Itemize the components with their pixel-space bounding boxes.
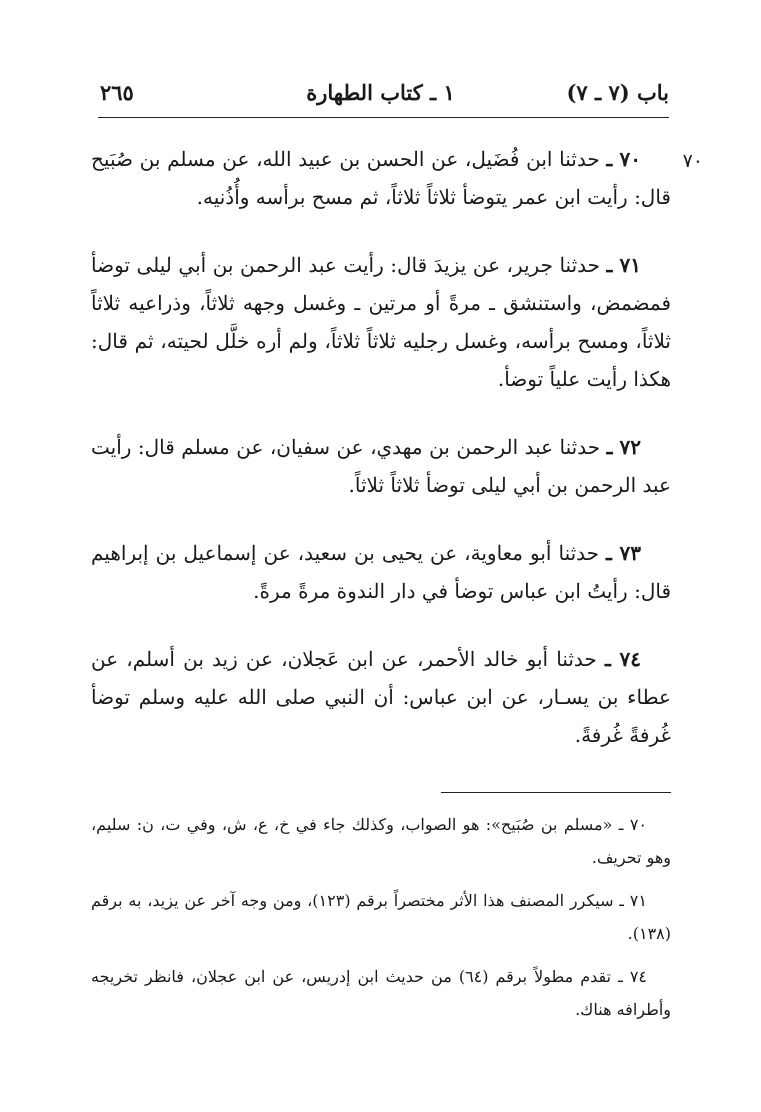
chapter-heading: باب (٧ ـ ٧) [566,80,669,105]
page-number: ٢٦٥ [100,80,134,105]
hadith-number: ٧٣ ـ [606,541,641,565]
hadith-paragraph [91,428,671,504]
footnote-text: «مسلم بن صُبَيح»: هو الصواب، وكذلك جاء في خ، ع، ش، وفي ت، ن: سليم، وهو تحريف. [91,815,671,867]
hadith-number: ٧٠ ـ [606,147,641,171]
footnotes [91,808,671,1036]
margin-number: ٧٠ [682,150,703,172]
hadith-number: ٧١ ـ [606,253,642,277]
footnote-text: سيكرر المصنف هذا الأثر مختصراً برقم (١٢٣)، ومن وجه آخر عن يزيد، به برقم (١٣٨). [91,891,671,943]
footnote [91,808,671,874]
hadith-paragraph [91,534,671,610]
footnote-number: ٧٤ ـ [618,967,648,986]
hadith-paragraph [91,140,671,216]
hadith-text: حدثنا أبو خالد الأحمر، عن ابن عَجلان، عن زيد بن أسلم، عن عطاء بن يسـار، عن ابن عباس: أن النبي صلى الله عليه وسلم توضأ غُرفةً غُرفةً. [91,647,671,747]
book-title: ١ ـ كتاب الطهارة [306,80,455,105]
main-text [91,140,671,784]
hadith-paragraph [91,246,671,398]
hadith-text: حدثنا أبو معاوية، عن يحيى بن سعيد، عن إسماعيل بن إبراهيم قال: رأيتُ ابن عباس توضأ في دار الندوة مرةً مرةً. [91,541,671,603]
header-rule [98,117,669,118]
hadith-paragraph [91,640,671,754]
footnote-number: ٧٠ ـ [618,815,647,834]
hadith-text: حدثنا ابن فُضَيل، عن الحسن بن عبيد الله، عن مسلم بن صُبَيح قال: رأيت ابن عمر يتوضأ ثلاثاً ثلاثاً، ثم مسح برأسه وأُذُنيه. [91,147,671,209]
hadith-number: ٧٢ ـ [606,435,642,459]
footnote [91,884,671,950]
footnote-number: ٧١ ـ [619,891,647,910]
footnote-separator [441,792,671,793]
footnote-text: تقدم مطولاً برقم (٦٤) من حديث ابن إدريس، عن ابن عجلان، فانظر تخريجه وأطرافه هناك. [91,967,671,1019]
hadith-text: حدثنا عبد الرحمن بن مهدي، عن سفيان، عن مسلم قال: رأيت عبد الرحمن بن أبي ليلى توضأ ثلاثاً ثلاثاً. [91,435,671,497]
hadith-text: حدثنا جرير، عن يزيدَ قال: رأيت عبد الرحمن بن أبي ليلى توضأ فمضمض، واستنشق ـ مرةً أو مرتين ـ وغسل وجهه ثلاثاً، وذراعيه ثلاثاً ثلاثاً، ومسح برأسه، وغسل رجليه ثلاثاً ثلاثاً، ولم أره خلَّل لحيته، ثم قال: هكذا رأيت علياً توضأ. [91,253,671,391]
hadith-number: ٧٤ ـ [604,647,642,671]
footnote [91,960,671,1026]
